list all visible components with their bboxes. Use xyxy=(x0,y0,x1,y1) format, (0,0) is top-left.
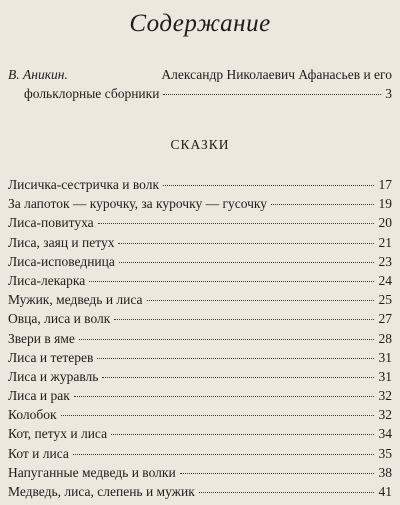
toc-entry-title: Лиса и рак xyxy=(8,388,70,404)
dot-leader xyxy=(199,492,374,493)
dot-leader xyxy=(118,243,374,244)
dot-leader xyxy=(111,434,374,435)
toc-entry xyxy=(8,292,392,311)
dot-leader xyxy=(119,262,374,263)
toc-entry-page: 38 xyxy=(378,464,392,480)
toc-entry xyxy=(8,215,392,234)
page-title: Содержание xyxy=(129,10,271,37)
toc-entry-title: Кот, петух и лиса xyxy=(8,426,108,442)
toc-entry xyxy=(8,465,392,484)
intro-line-2 xyxy=(8,84,392,103)
toc-entry xyxy=(8,331,392,350)
toc-entry-page: 23 xyxy=(378,253,392,269)
toc-entry-page: 25 xyxy=(378,292,392,308)
toc-entry-page: 32 xyxy=(378,407,392,423)
toc-entry xyxy=(8,273,392,292)
toc-entry-page: 21 xyxy=(378,234,392,250)
toc-entry-title: Лиса-исповедница xyxy=(8,253,115,269)
toc-entry-title: Колобок xyxy=(8,407,57,423)
dot-leader xyxy=(271,204,374,205)
intro-page-number: 3 xyxy=(385,86,392,101)
dot-leader xyxy=(163,185,374,186)
toc-entry xyxy=(8,484,392,503)
dot-leader xyxy=(79,339,374,340)
toc-entry-page: 19 xyxy=(378,196,392,212)
toc-entry-page: 35 xyxy=(378,445,392,461)
dot-leader xyxy=(61,415,374,416)
dot-leader xyxy=(73,454,374,455)
toc-entry xyxy=(8,196,392,215)
toc-entry-title: За лапоток — курочку, за курочку — гусочку xyxy=(8,196,268,212)
toc-entry xyxy=(8,254,392,273)
dot-leader xyxy=(98,223,374,224)
toc-entry xyxy=(8,350,392,369)
toc-entry-page: 34 xyxy=(378,426,392,442)
toc-entry-page: 20 xyxy=(378,215,392,231)
toc-entry-title: Звери в яме xyxy=(8,330,75,346)
toc-entry xyxy=(8,311,392,330)
section-heading: СКАЗКИ xyxy=(170,137,230,152)
dot-leader xyxy=(114,319,374,320)
intro-title-line-2: фольклорные сборники xyxy=(24,86,160,101)
dot-leader xyxy=(102,377,374,378)
toc-entry-title: Лисичка-сестричка и волк xyxy=(8,177,160,192)
dot-leader xyxy=(97,358,374,359)
toc-entry xyxy=(8,369,392,388)
toc-entry-title: Лиса, заяц и петух xyxy=(8,234,115,250)
toc-entry-title: Кот и лиса xyxy=(8,445,69,461)
toc-entry-title: Овца, лиса и волк xyxy=(8,311,111,327)
toc-entry-title: Напуганные медведь и волки xyxy=(8,464,176,480)
toc-entry-title: Лиса и журавль xyxy=(8,368,99,384)
dot-leader xyxy=(180,473,374,474)
toc-entry-page: 17 xyxy=(378,177,392,192)
toc-entry xyxy=(8,446,392,465)
toc-entry xyxy=(8,235,392,254)
dot-leader xyxy=(163,94,381,95)
dot-leader xyxy=(74,396,374,397)
toc-entry xyxy=(8,407,392,426)
intro-author: В. Аникин. xyxy=(8,67,68,82)
toc-entry-title: Лиса-лекарка xyxy=(8,272,86,288)
toc-entry-page: 41 xyxy=(378,484,392,499)
toc-entry-title: Лиса и тетерев xyxy=(8,349,94,365)
toc-entry-page: 32 xyxy=(378,388,392,404)
toc-entry-page: 28 xyxy=(378,330,392,346)
toc-entry-page: 27 xyxy=(378,311,392,327)
dot-leader xyxy=(89,281,374,282)
toc-entry xyxy=(8,177,392,196)
toc-entry-page: 24 xyxy=(378,272,392,288)
table-of-contents xyxy=(8,177,392,503)
toc-entry-title: Мужик, медведь и лиса xyxy=(8,292,143,308)
toc-entry-title: Медведь, лиса, слепень и мужик xyxy=(8,484,195,499)
intro-line-1 xyxy=(8,65,392,84)
intro-entry xyxy=(8,65,392,103)
toc-entry-page: 31 xyxy=(378,368,392,384)
intro-title-line-1: Александр Николаевич Афанасьев и его xyxy=(161,67,392,82)
dot-leader xyxy=(147,300,374,301)
toc-entry xyxy=(8,388,392,407)
toc-entry xyxy=(8,426,392,445)
toc-entry-page: 31 xyxy=(378,349,392,365)
toc-entry-title: Лиса-повитуха xyxy=(8,215,94,231)
